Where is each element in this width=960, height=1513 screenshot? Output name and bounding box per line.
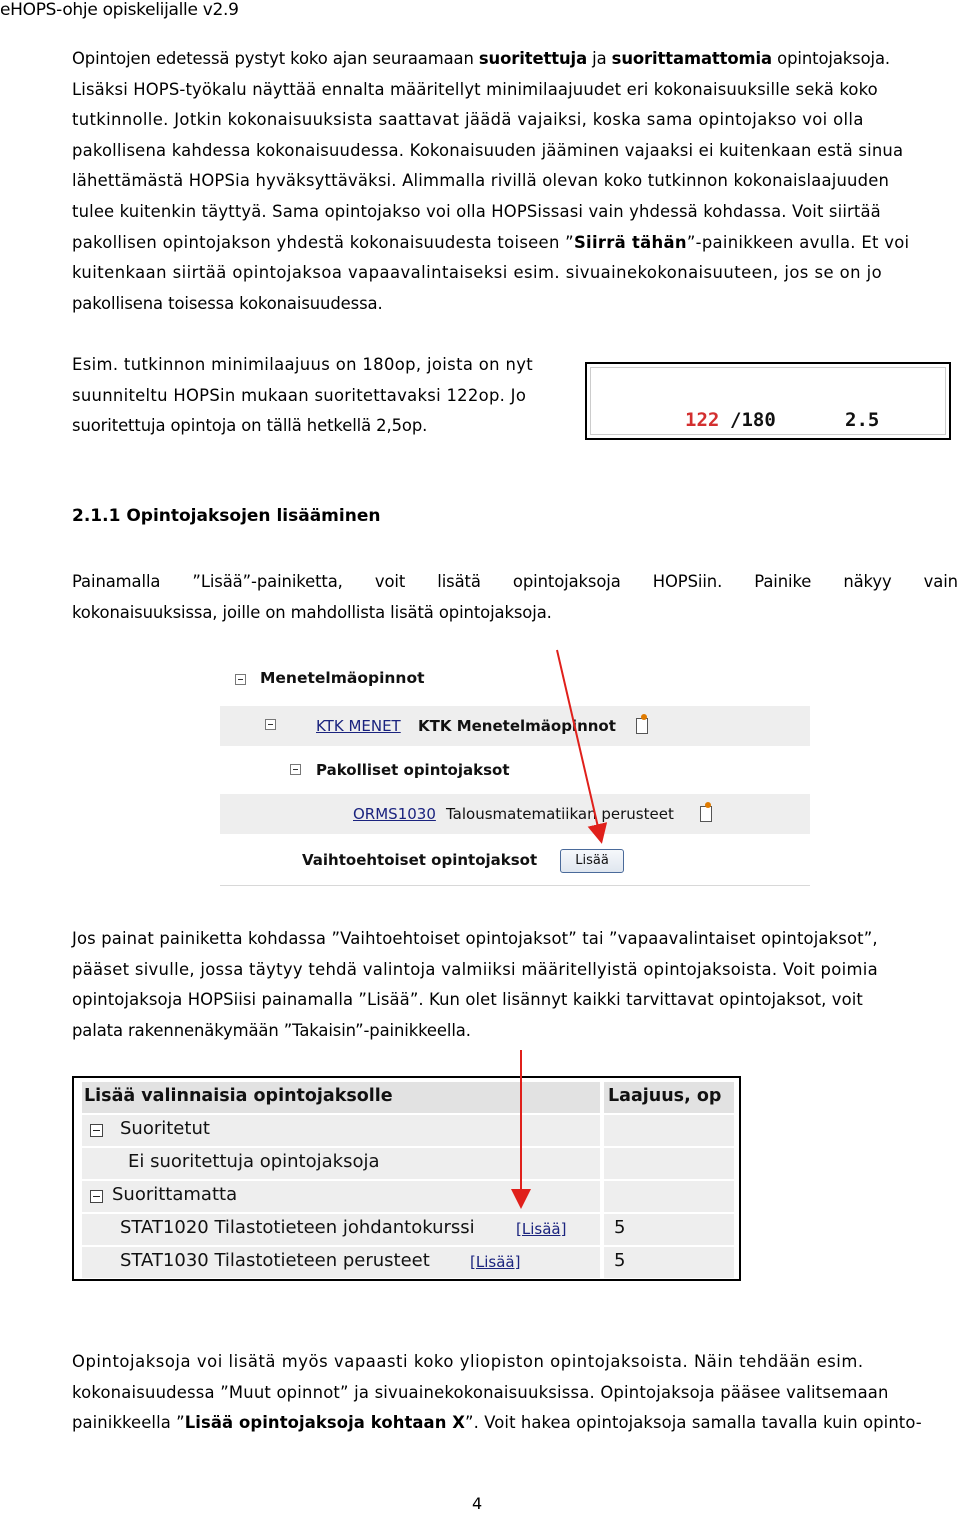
text-line: tutkinnolle. Jotkin kokonaisuuksista saattavat jäädä vajaiksi, koska sama opintojakso voi olla [72, 110, 864, 130]
text-line: suoritettuja opintoja on tällä hetkellä 2,5op. [72, 416, 428, 436]
word: vain [923, 572, 958, 591]
column-header: Lisää valinnaisia opintojaksolle [84, 1086, 393, 1106]
course-name: Talousmatematiikan perusteet [446, 805, 674, 823]
text-line: palata rakennenäkymään ”Takaisin”-painikkeella. [72, 1020, 471, 1040]
add-course-link[interactable]: [Lisää] [470, 1253, 521, 1271]
text-line: kuitenkaan siirtää opintojaksoa vapaavalintaiseksi esim. sivuainekokonaisuuteen, jos se on jo [72, 263, 883, 283]
text-line: Opintojaksoja voi lisätä myös vapaasti koko yliopiston opintojaksoista. Näin tehdään esim. [72, 1352, 864, 1371]
planned-credits: 122 [685, 409, 720, 431]
word: Painamalla [72, 572, 161, 591]
document-header: eHOPS-ohje opiskelijalle v2.9 [0, 0, 239, 20]
text-line: kokonaisuuksissa, joille on mahdollista lisätä opintojaksoja. [72, 602, 552, 622]
text-line: tulee kuitenkin täyttyä. Sama opintojakso voi olla HOPSissasi vain yhdessä kohdassa. Voit siirtää [72, 201, 881, 221]
course-link[interactable]: ORMS1030 [353, 805, 436, 823]
word: opintojaksoja [512, 572, 621, 591]
group-label: Suoritetut [120, 1118, 210, 1139]
text-line: Opintojen edetessä pystyt koko ajan seuraamaan suoritettuja ja suorittamattomia opintojaksoja. [72, 49, 891, 68]
course-name: STAT1020 Tilastotieteen johdantokurssi [120, 1217, 475, 1238]
word: lisätä [437, 572, 481, 591]
text-line: opintojaksoja HOPSiisi painamalla ”Lisää”. Kun olet lisännyt kaikki tarvittavat opintojaksot, voit [72, 990, 863, 1010]
word: ”Lisää”-painiketta, [192, 572, 343, 591]
text-line: pääset sivulle, jossa täytyy tehdä valintoja valmiiksi määritellyistä opintojaksoista. Voit poimia [72, 959, 878, 979]
section-heading: 2.1.1 Opintojaksojen lisääminen [72, 506, 381, 526]
group-label: Menetelmäopinnot [260, 669, 425, 687]
empty-message: Ei suoritettuja opintojaksoja [128, 1151, 380, 1172]
column-header: Laajuus, op [608, 1086, 722, 1106]
course-name: STAT1030 Tilastotieteen perusteet [120, 1250, 430, 1271]
text-line: pakollisen opintojakson yhdestä kokonaisuudesta toiseen ”Siirrä tähän”-painikkeen avulla. Et voi [72, 232, 910, 252]
credits-value: 5 [614, 1250, 626, 1271]
text-line: Lisäksi HOPS-työkalu näyttää ennalta määritellyt minimilaajuudet eri kokonaisuuksille sekä koko [72, 79, 878, 99]
credits-value: 5 [614, 1217, 626, 1238]
text-line: pakollisena kahdessa kokonaisuudessa. Kokonaisuuden jääminen vajaaksi ei kuitenkaan estä sinua [72, 140, 904, 160]
text-line: pakollisena toisessa kokonaisuudessa. [72, 293, 383, 313]
page-number: 4 [472, 1494, 483, 1513]
text-line: lähettämästä HOPSia hyväksyttäväksi. Alimmalla rivillä olevan koko tutkinnon kokonaislaajuuden [72, 171, 890, 191]
text-line: kokonaisuudessa ”Muut opinnot” ja sivuainekokonaisuuksissa. Opintojaksoja pääsee valitsemaan [72, 1382, 889, 1402]
add-course-link[interactable]: [Lisää] [516, 1220, 567, 1238]
module-name: KTK Menetelmäopinnot [418, 717, 616, 735]
total-credits: /180 [730, 409, 776, 431]
text-line: suunniteltu HOPSin mukaan suoritettavaksi 122op. Jo [72, 385, 527, 405]
word: Painike [754, 572, 812, 591]
group-label: Pakolliset opintojaksot [316, 761, 510, 779]
add-button[interactable]: Lisää [560, 849, 624, 873]
word: HOPSiin. [652, 572, 723, 591]
module-link[interactable]: KTK MENET [316, 717, 401, 735]
word: näkyy [843, 572, 892, 591]
text-line: painikkeella ”Lisää opintojaksoja kohtaan X”. Voit hakea opintojaksoja samalla tavalla kuin opinto- [72, 1413, 922, 1433]
completed-credits: 2.5 [845, 409, 880, 431]
text-line: Esim. tutkinnon minimilaajuus on 180op, joista on nyt [72, 355, 534, 374]
arrow-to-lisaa-button [557, 650, 601, 840]
word: voit [374, 572, 406, 591]
group-label: Suorittamatta [112, 1184, 238, 1205]
text-line: Jos painat painiketta kohdassa ”Vaihtoehtoiset opintojaksot” tai ”vapaavalintaiset opintojaksot”, [72, 929, 878, 948]
group-label: Vaihtoehtoiset opintojaksot [302, 851, 538, 869]
